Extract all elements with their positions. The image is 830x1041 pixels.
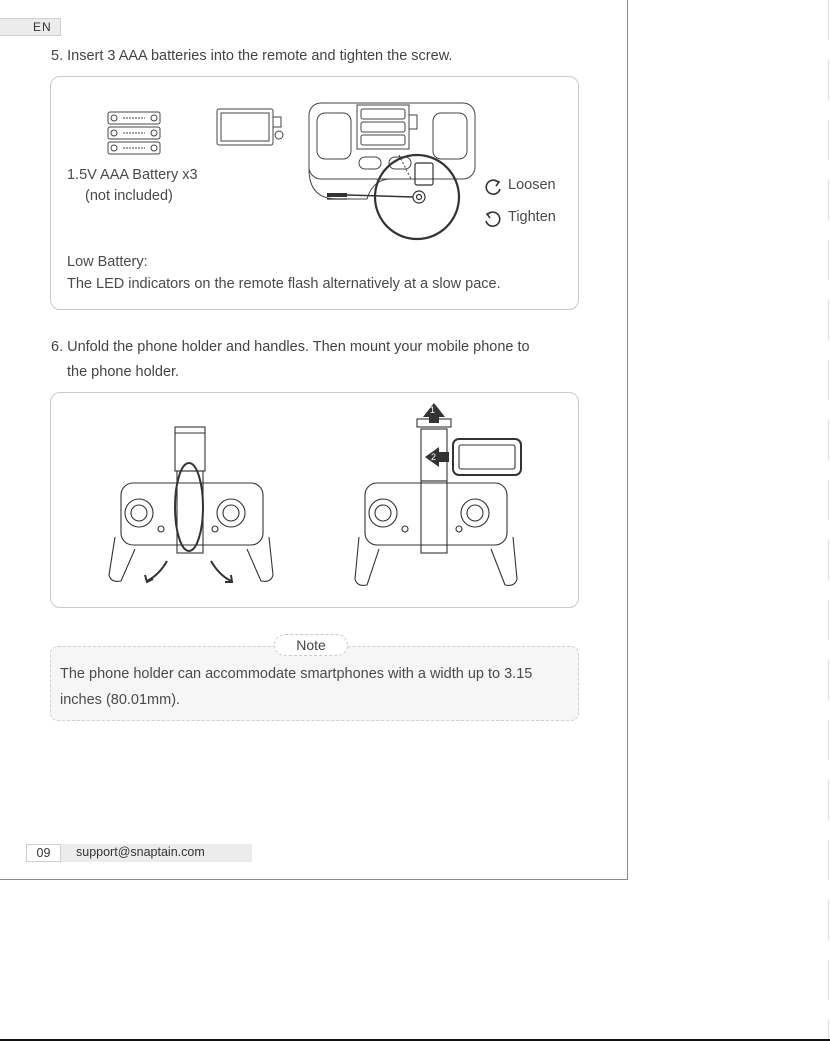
page-number: 09 (26, 844, 61, 862)
note-text: The phone holder can accommodate smartphones with a width up to 3.15 inches (80.01mm). (60, 666, 533, 708)
arrow2-number: 2 (431, 452, 437, 462)
tighten-label: Tighten (508, 209, 556, 225)
loosen-label: Loosen (508, 177, 556, 193)
tighten-icon (483, 210, 503, 230)
step6-instruction-line1: 6. Unfold the phone holder and handles. Then mount your mobile phone to (51, 339, 530, 355)
page-edge-mark (828, 0, 829, 1041)
controller-unfold-illustration (107, 425, 277, 590)
language-tag (0, 18, 61, 36)
step6-instruction-line2: the phone holder. (67, 364, 180, 380)
battery-note: (not included) (85, 188, 173, 204)
controller-mount-phone-illustration (351, 401, 541, 591)
low-battery-title: Low Battery: (67, 254, 148, 270)
battery-label: 1.5V AAA Battery x3 (67, 167, 198, 183)
step5-instruction: 5. Insert 3 AAA batteries into the remote and tighten the screw. (51, 48, 453, 64)
note-label: Note (274, 634, 348, 656)
step6-panel (50, 392, 579, 608)
language-label: EN (33, 20, 52, 34)
step5-panel (50, 76, 579, 310)
low-battery-description: The LED indicators on the remote flash alternatively at a slow pace. (67, 276, 501, 292)
loosen-icon (483, 178, 503, 198)
arrow-left-icon (425, 447, 449, 467)
arrow1-number: 1 (430, 405, 436, 415)
battery-stack-illustration (107, 111, 163, 157)
screw-magnifier-illustration (321, 149, 461, 249)
battery-cover-illustration (215, 105, 295, 149)
support-email: support@snaptain.com (76, 845, 205, 859)
